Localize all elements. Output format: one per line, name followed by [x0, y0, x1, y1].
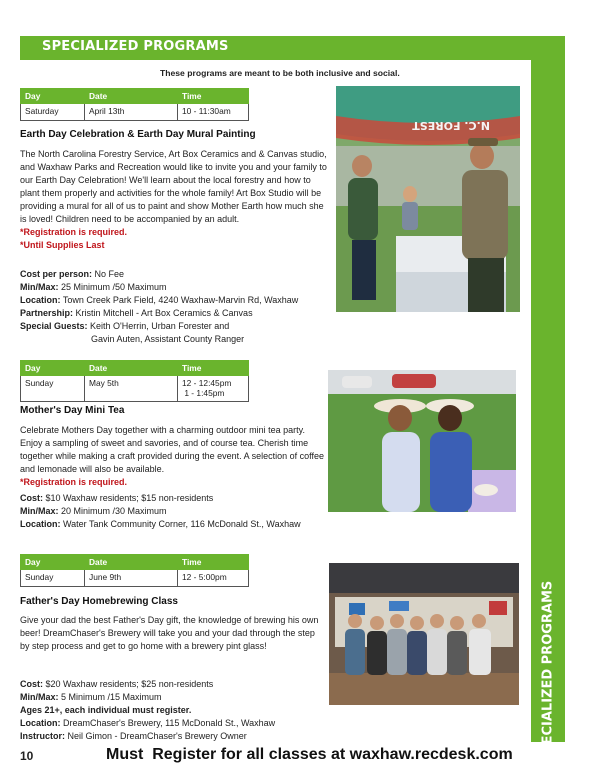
detail-row [20, 704, 340, 717]
schedule-table-mothers-day [20, 360, 249, 402]
detail-label: Instructor: [20, 731, 65, 741]
detail-row [20, 307, 340, 320]
forestry-tent-image [336, 86, 520, 312]
table-cell-date: June 9th [85, 570, 178, 587]
detail-label: Partnership: [20, 308, 74, 318]
detail-row [20, 492, 350, 505]
photo-mothers-day-tea [328, 370, 516, 512]
table-header-time: Time [178, 361, 249, 376]
table-header-date: Date [85, 555, 178, 570]
table-header-time: Time [178, 89, 249, 104]
detail-continuation: Gavin Auten, Assistant County Ranger [91, 334, 245, 344]
detail-row [20, 268, 340, 281]
detail-label: Special Guests: [20, 321, 88, 331]
detail-value: Keith O'Herrin, Urban Forester and [87, 321, 230, 331]
detail-row [20, 678, 340, 691]
page-number: 10 [20, 749, 34, 763]
detail-value: Town Creek Park Field, 4240 Waxhaw-Marvin Rd, Waxhaw [60, 295, 299, 305]
table-header-day: Day [21, 89, 85, 104]
detail-row [20, 281, 340, 294]
tea-party-image [328, 370, 516, 512]
time-slot: 12 - 12:45pm [182, 378, 232, 388]
table-cell-day: Saturday [21, 104, 85, 121]
detail-value: Kristin Mitchell - Art Box Ceramics & Canvas [73, 308, 253, 318]
table-header-day: Day [21, 361, 85, 376]
detail-label: Location: [20, 295, 61, 305]
detail-value: No Fee [92, 269, 125, 279]
detail-label: Location: [20, 519, 61, 529]
detail-row [20, 505, 350, 518]
table-header-time: Time [178, 555, 249, 570]
detail-label: Min/Max: [20, 282, 59, 292]
program-details-earth-day [20, 268, 340, 346]
photo-brewery-group [329, 563, 519, 705]
detail-row [20, 717, 340, 730]
detail-row [20, 730, 340, 743]
detail-value: $20 Waxhaw residents; $25 non-residents [43, 679, 214, 689]
program-title-earth-day: Earth Day Celebration & Earth Day Mural Painting [20, 129, 256, 140]
table-cell-day: Sunday [21, 376, 85, 402]
program-title-mothers-day: Mother's Day Mini Tea [20, 405, 125, 416]
detail-label: Cost: [20, 493, 43, 503]
detail-row [20, 294, 340, 307]
footer-registration-link[interactable]: Must Register for all classes at waxhaw.recdesk.com [106, 746, 513, 763]
table-cell-time: 12 - 5:00pm [178, 570, 249, 587]
program-description-earth-day [20, 148, 332, 252]
time-slot: 1 - 1:45pm [182, 388, 225, 398]
schedule-table-fathers-day [20, 554, 249, 587]
page-section-title: SPECIALIZED PROGRAMS [42, 39, 229, 54]
detail-label: Cost per person: [20, 269, 93, 279]
detail-value: 20 Minimum /30 Maximum [58, 506, 167, 516]
table-cell-date: April 13th [85, 104, 178, 121]
detail-row [20, 691, 340, 704]
table-cell-date: May 5th [85, 376, 178, 402]
photo-forestry-tent [336, 86, 520, 312]
detail-label: Location: [20, 718, 61, 728]
program-description-fathers-day: Give your dad the best Father's Day gift, the knowledge of brewing his own beer! DreamChaser's Brewery will take you and your dad through the step by step process and get to go home with a brewery pint glass! [20, 615, 319, 651]
detail-value: $10 Waxhaw residents; $15 non-residents [43, 493, 214, 503]
program-description-mothers-day [20, 424, 328, 489]
detail-value: DreamChaser's Brewery, 115 McDonald St., Waxhaw [60, 718, 276, 728]
detail-label: Min/Max: [20, 506, 59, 516]
table-cell-time: 10 - 11:30am [178, 104, 249, 121]
registration-note: *Registration is required. [20, 227, 128, 237]
supplies-note: *Until Supplies Last [20, 240, 105, 250]
table-header-date: Date [85, 89, 178, 104]
schedule-table-earth-day [20, 88, 249, 121]
intro-text: These programs are meant to be both inclusive and social. [160, 68, 400, 78]
detail-label: Min/Max: [20, 692, 59, 702]
program-details-mothers-day [20, 492, 350, 531]
detail-label: Cost: [20, 679, 43, 689]
description-text: Celebrate Mothers Day together with a charming outdoor mini tea party. Enjoy a sampling of sweet and savories, and of course tea. Cherish time together while making a craft provided during the event. A selection of coffee and lemonade will also be available. [20, 425, 325, 474]
table-cell-time [178, 376, 249, 402]
detail-row [20, 320, 340, 333]
table-header-date: Date [85, 361, 178, 376]
table-header-day: Day [21, 555, 85, 570]
detail-label: Ages 21+, each individual must register. [20, 705, 192, 715]
table-cell-day: Sunday [21, 570, 85, 587]
brewery-group-image [329, 563, 519, 705]
detail-value: Neil Gimon - DreamChaser's Brewery Owner [65, 731, 247, 741]
side-section-label: SPECIALIZED PROGRAMS [540, 580, 556, 764]
detail-value: Water Tank Community Corner, 116 McDonald St., Waxhaw [60, 519, 301, 529]
program-title-fathers-day: Father's Day Homebrewing Class [20, 596, 178, 607]
tent-sign-text: N.C. FOREST [412, 119, 490, 132]
detail-value: 25 Minimum /50 Maximum [58, 282, 167, 292]
registration-note: *Registration is required. [20, 477, 128, 487]
description-text: The North Carolina Forestry Service, Art Box Ceramics and & Canvas studio, and Waxhaw Parks and Recreation would like to invite you and your family to our Earth Day Celebration! We'll learn about the local forestry and how to plant them properly and activities for the whole family! Art Box Studio will be providing a mural for all of us to paint and show Mother Earth how much she is loved! Children need to be accompanied by an adult. [20, 149, 327, 224]
program-details-fathers-day [20, 678, 340, 743]
detail-row [20, 518, 350, 531]
detail-value: 5 Minimum /15 Maximum [58, 692, 162, 702]
